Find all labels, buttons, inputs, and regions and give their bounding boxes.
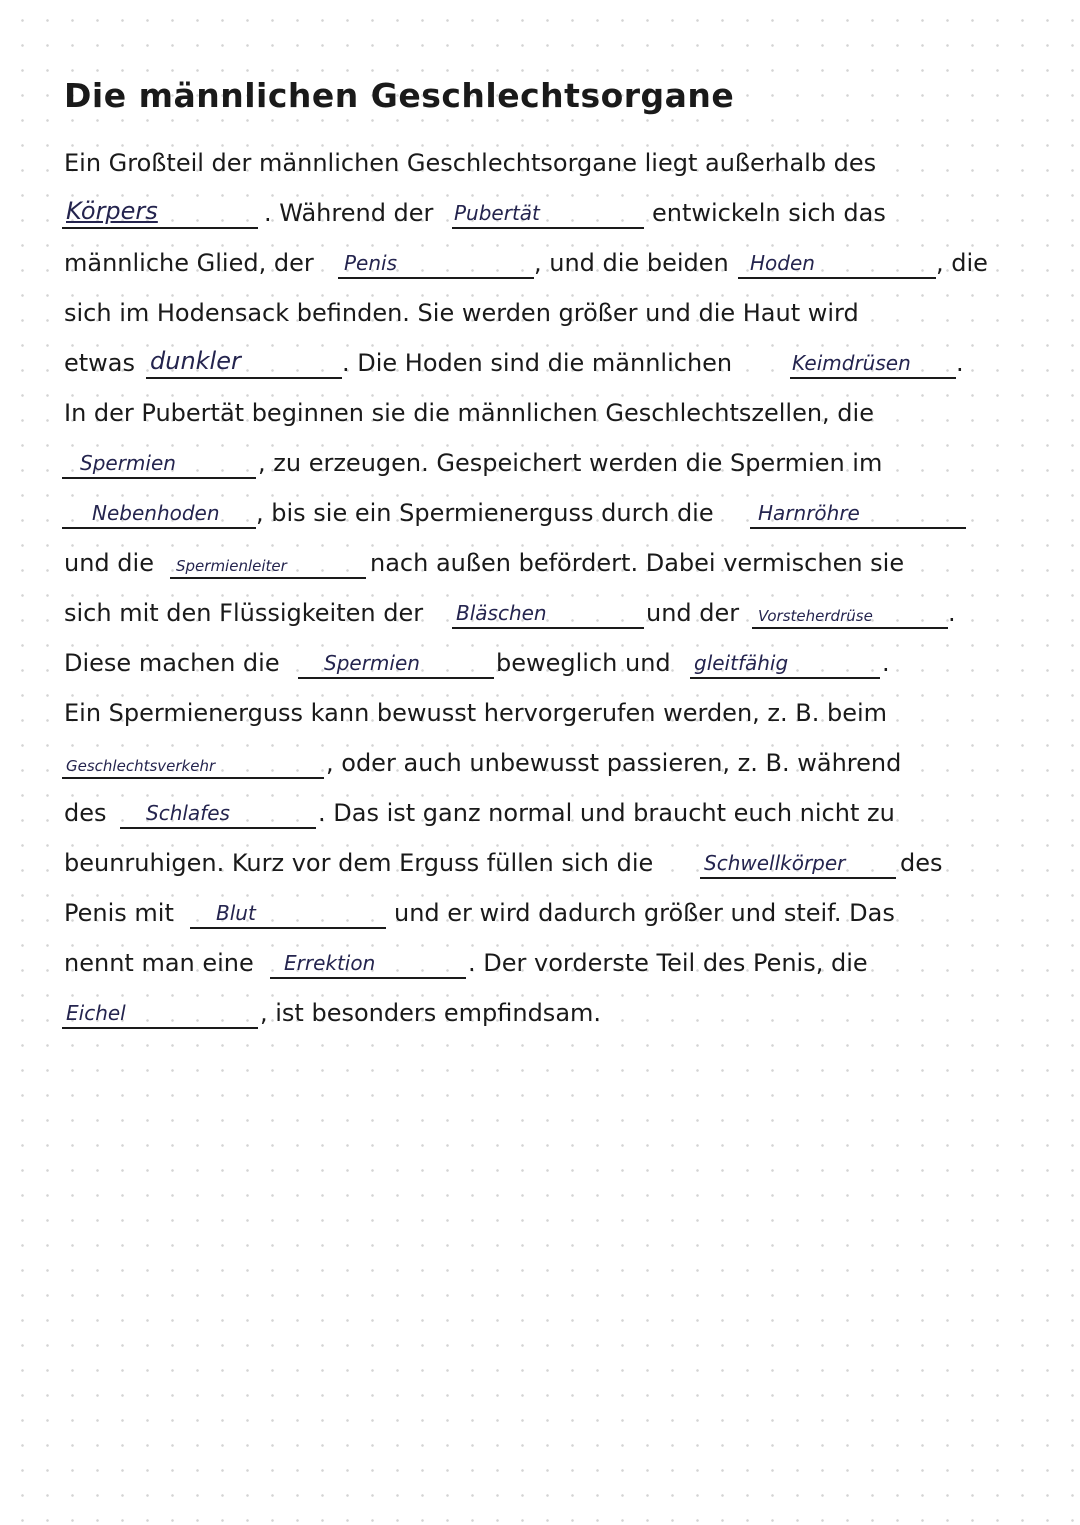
handwritten-answer: Vorsteherdrüse xyxy=(758,607,873,625)
handwritten-answer: Bläschen xyxy=(456,601,547,625)
text-segment: männliche Glied, der xyxy=(64,249,314,277)
blank-field xyxy=(62,197,258,229)
text-segment: sich im Hodensack befinden. Sie werden größer und die Haut wird xyxy=(64,299,859,327)
handwritten-answer: Errektion xyxy=(284,951,376,975)
text-line xyxy=(0,687,1080,737)
handwritten-answer: Schlafes xyxy=(146,801,230,825)
handwritten-answer: dunkler xyxy=(150,347,241,375)
text-line xyxy=(0,237,1080,287)
blank-field xyxy=(700,851,896,879)
text-segment: beweglich und xyxy=(496,649,671,677)
handwritten-answer: Penis xyxy=(344,251,398,275)
handwritten-answer: Geschlechtsverkehr xyxy=(66,757,216,775)
handwritten-answer: Nebenhoden xyxy=(92,501,220,525)
blank-field xyxy=(120,801,316,829)
handwritten-answer: Körpers xyxy=(66,197,158,225)
blank-field xyxy=(298,651,494,679)
handwritten-answer: Spermien xyxy=(80,451,176,475)
text-line xyxy=(0,837,1080,887)
handwritten-answer: Keimdrüsen xyxy=(792,351,911,375)
text-line xyxy=(0,337,1080,387)
text-line xyxy=(0,887,1080,937)
handwritten-answer: Blut xyxy=(216,901,256,925)
text-line xyxy=(0,937,1080,987)
text-segment: . Das ist ganz normal und braucht euch nicht zu xyxy=(318,799,895,827)
blank-field xyxy=(750,501,966,529)
text-segment: Penis mit xyxy=(64,899,174,927)
blank-field xyxy=(690,651,880,679)
text-line xyxy=(0,987,1080,1037)
handwritten-answer: gleitfähig xyxy=(694,651,789,675)
text-segment: entwickeln sich das xyxy=(652,199,886,227)
blank-field xyxy=(790,351,956,379)
blank-field xyxy=(170,551,366,579)
text-line xyxy=(0,187,1080,237)
text-segment: . Der vorderste Teil des Penis, die xyxy=(468,949,868,977)
handwritten-answer: Pubertät xyxy=(454,201,540,225)
text-segment: Ein Großteil der männlichen Geschlechtsorgane liegt außerhalb des xyxy=(64,149,877,177)
handwritten-answer: Spermien xyxy=(324,651,420,675)
handwritten-answer: Schwellkörper xyxy=(704,851,846,875)
blank-field xyxy=(190,901,386,929)
blank-field xyxy=(452,201,644,229)
text-segment: , zu erzeugen. Gespeichert werden die Spermien im xyxy=(258,449,883,477)
text-segment: . Die Hoden sind die männlichen xyxy=(342,349,733,377)
text-segment: etwas xyxy=(64,349,136,377)
text-segment: Diese machen die xyxy=(64,649,280,677)
text-segment: nennt man eine xyxy=(64,949,254,977)
worksheet-title: Die männlichen Geschlechtsorgane xyxy=(64,76,735,115)
blank-field xyxy=(62,1001,258,1029)
text-segment: , und die beiden xyxy=(534,249,729,277)
text-segment: , oder auch unbewusst passieren, z. B. während xyxy=(326,749,902,777)
text-line xyxy=(0,387,1080,437)
text-segment: , bis sie ein Spermienerguss durch die xyxy=(256,499,714,527)
text-segment: beunruhigen. Kurz vor dem Erguss füllen sich die xyxy=(64,849,654,877)
text-segment: und die xyxy=(64,549,154,577)
text-line xyxy=(0,737,1080,787)
text-segment: und der xyxy=(646,599,740,627)
blank-field xyxy=(62,501,256,529)
text-line xyxy=(0,487,1080,537)
blank-field xyxy=(738,251,936,279)
text-segment: . xyxy=(882,649,890,677)
text-line xyxy=(0,537,1080,587)
handwritten-answer: Hoden xyxy=(750,251,815,275)
text-segment: . xyxy=(948,599,956,627)
text-line xyxy=(0,637,1080,687)
text-segment: sich mit den Flüssigkeiten der xyxy=(64,599,424,627)
text-segment: nach außen befördert. Dabei vermischen sie xyxy=(370,549,905,577)
handwritten-answer: Eichel xyxy=(66,1001,126,1025)
text-segment: . xyxy=(956,349,964,377)
handwritten-answer: Harnröhre xyxy=(758,501,860,525)
blank-field xyxy=(452,601,644,629)
text-segment: des xyxy=(900,849,943,877)
text-segment: , die xyxy=(936,249,988,277)
text-segment: . Während der xyxy=(264,199,434,227)
text-segment: In der Pubertät beginnen sie die männlichen Geschlechtszellen, die xyxy=(64,399,874,427)
text-line xyxy=(0,787,1080,837)
text-line xyxy=(0,437,1080,487)
text-segment: Ein Spermienerguss kann bewusst hervorgerufen werden, z. B. beim xyxy=(64,699,888,727)
text-segment: , ist besonders empfindsam. xyxy=(260,999,602,1027)
blank-field xyxy=(752,601,948,629)
blank-field xyxy=(338,251,534,279)
handwritten-answer: Spermienleiter xyxy=(176,557,287,575)
text-segment: des xyxy=(64,799,107,827)
blank-field xyxy=(62,451,256,479)
text-line xyxy=(0,587,1080,637)
text-segment: und er wird dadurch größer und steif. Das xyxy=(394,899,895,927)
blank-field xyxy=(146,347,342,379)
blank-field xyxy=(62,751,324,779)
blank-field xyxy=(270,951,466,979)
text-line xyxy=(0,137,1080,187)
text-line xyxy=(0,287,1080,337)
